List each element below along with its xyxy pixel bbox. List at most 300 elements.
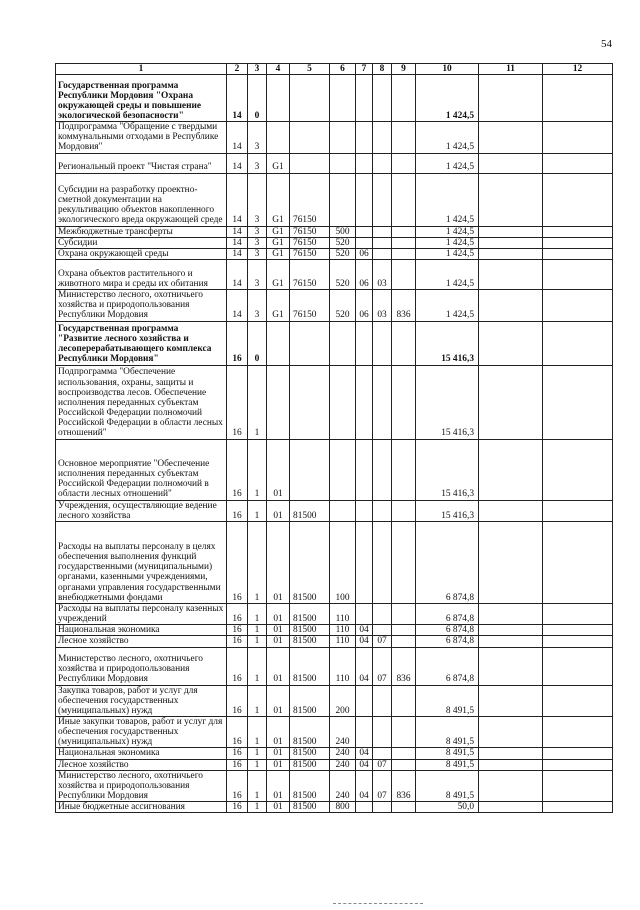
code-3-cell: 1 — [248, 439, 267, 500]
table-row — [56, 365, 613, 439]
code-7-cell: 04 — [356, 636, 373, 647]
code-5-cell: 76150 — [290, 237, 330, 248]
code-9-cell — [392, 248, 416, 259]
code-6-cell: 520 — [330, 290, 356, 321]
code-6-cell: 240 — [330, 759, 356, 770]
table-row — [56, 748, 613, 759]
amount-cell: 8 491,5 — [416, 748, 479, 759]
code-7-cell — [356, 521, 373, 603]
code-6-cell: 520 — [330, 237, 356, 248]
code-4-cell: 01 — [267, 748, 290, 759]
code-7-cell — [356, 321, 373, 365]
amount-cell: 8 491,5 — [416, 759, 479, 770]
code-5-cell: 81500 — [290, 770, 330, 801]
col-11-cell — [479, 75, 543, 122]
table-row — [56, 647, 613, 685]
code-7-cell — [356, 75, 373, 122]
table-row — [56, 237, 613, 248]
code-2-cell: 16 — [227, 365, 248, 439]
code-8-cell: 03 — [373, 290, 392, 321]
header-cell: 3 — [248, 64, 267, 75]
code-3-cell: 1 — [248, 365, 267, 439]
header-cell: 11 — [479, 64, 543, 75]
code-6-cell: 500 — [330, 226, 356, 237]
row-label-cell: Национальная экономика — [56, 625, 227, 636]
row-label-cell: Государственная программа "Развитие лесного хозяйства и лесоперерабатывающего комплекса Республики Мордовия" — [56, 321, 227, 365]
table-row — [56, 321, 613, 365]
code-9-cell — [392, 321, 416, 365]
amount-cell: 8 491,5 — [416, 770, 479, 801]
code-2-cell: 14 — [227, 153, 248, 173]
col-12-cell — [543, 439, 613, 500]
table-body — [56, 75, 613, 813]
col-11-cell — [479, 122, 543, 153]
amount-cell: 8 491,5 — [416, 716, 479, 747]
amount-cell: 1 424,5 — [416, 153, 479, 173]
code-5-cell — [290, 365, 330, 439]
code-9-cell — [392, 521, 416, 603]
code-3-cell: 3 — [248, 248, 267, 259]
code-4-cell — [267, 122, 290, 153]
code-5-cell — [290, 439, 330, 500]
code-5-cell: 81500 — [290, 603, 330, 624]
col-11-cell — [479, 365, 543, 439]
col-11-cell — [479, 521, 543, 603]
code-8-cell — [373, 248, 392, 259]
code-9-cell — [392, 716, 416, 747]
header-cell: 4 — [267, 64, 290, 75]
code-8-cell — [373, 439, 392, 500]
code-6-cell — [330, 439, 356, 500]
amount-cell: 6 874,8 — [416, 603, 479, 624]
table-row — [56, 759, 613, 770]
amount-cell: 15 416,3 — [416, 365, 479, 439]
code-8-cell — [373, 521, 392, 603]
code-6-cell: 800 — [330, 802, 356, 813]
code-2-cell: 16 — [227, 748, 248, 759]
amount-cell: 6 874,8 — [416, 647, 479, 685]
code-9-cell — [392, 759, 416, 770]
code-5-cell: 81500 — [290, 716, 330, 747]
header-cell: 8 — [373, 64, 392, 75]
col-12-cell — [543, 153, 613, 173]
amount-cell: 15 416,3 — [416, 500, 479, 521]
code-8-cell — [373, 122, 392, 153]
table-row — [56, 716, 613, 747]
col-11-cell — [479, 290, 543, 321]
amount-cell: 1 424,5 — [416, 226, 479, 237]
row-label-cell: Охрана объектов растительного и животного мира и среды их обитания — [56, 260, 227, 290]
code-3-cell: 3 — [248, 153, 267, 173]
code-5-cell: 76150 — [290, 290, 330, 321]
col-11-cell — [479, 685, 543, 716]
table-row — [56, 770, 613, 801]
amount-cell: 1 424,5 — [416, 122, 479, 153]
code-5-cell — [290, 75, 330, 122]
code-5-cell: 81500 — [290, 759, 330, 770]
code-6-cell: 520 — [330, 260, 356, 290]
code-3-cell: 1 — [248, 636, 267, 647]
code-7-cell — [356, 122, 373, 153]
code-2-cell: 16 — [227, 647, 248, 685]
code-4-cell: 01 — [267, 521, 290, 603]
code-7-cell — [356, 173, 373, 226]
code-5-cell — [290, 153, 330, 173]
col-11-cell — [479, 248, 543, 259]
table-header-row — [56, 64, 613, 75]
code-5-cell: 81500 — [290, 685, 330, 716]
code-4-cell: 01 — [267, 625, 290, 636]
code-9-cell — [392, 802, 416, 813]
code-9-cell — [392, 365, 416, 439]
code-5-cell: 81500 — [290, 521, 330, 603]
code-7-cell — [356, 226, 373, 237]
code-8-cell — [373, 237, 392, 248]
code-7-cell — [356, 365, 373, 439]
code-9-cell — [392, 748, 416, 759]
code-2-cell: 16 — [227, 759, 248, 770]
code-7-cell — [356, 685, 373, 716]
code-8-cell: 07 — [373, 636, 392, 647]
code-4-cell: G1 — [267, 173, 290, 226]
code-7-cell — [356, 237, 373, 248]
col-12-cell — [543, 500, 613, 521]
code-2-cell: 16 — [227, 802, 248, 813]
code-3-cell: 1 — [248, 770, 267, 801]
code-6-cell — [330, 365, 356, 439]
row-label-cell: Расходы на выплаты персоналу в целях обеспечения выполнения функций государственными (муниципальными) органами, казенными учреждениями, органами управления государственными внебюджетными фондами — [56, 521, 227, 603]
col-12-cell — [543, 173, 613, 226]
col-12-cell — [543, 603, 613, 624]
code-9-cell — [392, 636, 416, 647]
header-cell: 6 — [330, 64, 356, 75]
amount-cell: 1 424,5 — [416, 248, 479, 259]
code-6-cell — [330, 75, 356, 122]
amount-cell: 1 424,5 — [416, 173, 479, 226]
code-2-cell: 16 — [227, 521, 248, 603]
header-cell: 12 — [543, 64, 613, 75]
code-2-cell: 14 — [227, 122, 248, 153]
code-7-cell: 04 — [356, 759, 373, 770]
row-label-cell: Расходы на выплаты персоналу казенных учреждений — [56, 603, 227, 624]
code-8-cell: 07 — [373, 647, 392, 685]
code-6-cell — [330, 321, 356, 365]
row-label-cell: Иные бюджетные ассигнования — [56, 802, 227, 813]
code-8-cell — [373, 603, 392, 624]
code-8-cell — [373, 153, 392, 173]
code-7-cell: 06 — [356, 290, 373, 321]
table-row — [56, 248, 613, 259]
code-2-cell: 14 — [227, 290, 248, 321]
code-2-cell: 14 — [227, 260, 248, 290]
code-3-cell: 3 — [248, 260, 267, 290]
code-5-cell: 76150 — [290, 226, 330, 237]
code-4-cell: G1 — [267, 248, 290, 259]
header-cell: 2 — [227, 64, 248, 75]
code-7-cell — [356, 153, 373, 173]
code-2-cell: 16 — [227, 636, 248, 647]
code-3-cell: 1 — [248, 521, 267, 603]
col-11-cell — [479, 173, 543, 226]
code-9-cell: 836 — [392, 770, 416, 801]
amount-cell: 15 416,3 — [416, 439, 479, 500]
code-3-cell: 0 — [248, 321, 267, 365]
code-9-cell — [392, 439, 416, 500]
code-6-cell: 110 — [330, 603, 356, 624]
col-12-cell — [543, 770, 613, 801]
table-row — [56, 625, 613, 636]
col-11-cell — [479, 603, 543, 624]
code-7-cell — [356, 439, 373, 500]
header-cell: 5 — [290, 64, 330, 75]
code-6-cell — [330, 122, 356, 153]
code-7-cell: 04 — [356, 625, 373, 636]
col-11-cell — [479, 748, 543, 759]
code-5-cell: 81500 — [290, 500, 330, 521]
code-8-cell: 03 — [373, 260, 392, 290]
amount-cell: 8 491,5 — [416, 685, 479, 716]
code-8-cell — [373, 365, 392, 439]
code-4-cell — [267, 321, 290, 365]
code-2-cell: 14 — [227, 173, 248, 226]
table-row — [56, 153, 613, 173]
amount-cell: 1 424,5 — [416, 260, 479, 290]
code-4-cell: G1 — [267, 237, 290, 248]
row-label-cell: Региональный проект "Чистая страна" — [56, 153, 227, 173]
code-2-cell: 14 — [227, 226, 248, 237]
table-row — [56, 122, 613, 153]
row-label-cell: Иные закупки товаров, работ и услуг для обеспечения государственных (муниципальных) нужд — [56, 716, 227, 747]
code-6-cell: 100 — [330, 521, 356, 603]
row-label-cell: Субсидии на разработку проектно-сметной документации на рекультивацию объектов накопленного экологического вреда окружающей среде — [56, 173, 227, 226]
col-11-cell — [479, 321, 543, 365]
amount-cell: 6 874,8 — [416, 521, 479, 603]
col-11-cell — [479, 226, 543, 237]
code-8-cell — [373, 75, 392, 122]
row-label-cell: Охрана окружающей среды — [56, 248, 227, 259]
header-cell: 7 — [356, 64, 373, 75]
col-12-cell — [543, 290, 613, 321]
col-12-cell — [543, 759, 613, 770]
code-9-cell — [392, 237, 416, 248]
code-3-cell: 1 — [248, 748, 267, 759]
col-11-cell — [479, 647, 543, 685]
code-7-cell: 06 — [356, 260, 373, 290]
code-9-cell — [392, 75, 416, 122]
code-4-cell: 01 — [267, 685, 290, 716]
code-8-cell — [373, 226, 392, 237]
code-2-cell: 14 — [227, 237, 248, 248]
table-row — [56, 260, 613, 290]
code-3-cell: 1 — [248, 759, 267, 770]
col-12-cell — [543, 122, 613, 153]
row-label-cell: Подпрограмма "Обращение с твердыми коммунальными отходами в Республике Мордовия" — [56, 122, 227, 153]
code-7-cell — [356, 802, 373, 813]
code-4-cell: 01 — [267, 716, 290, 747]
table-row — [56, 173, 613, 226]
col-12-cell — [543, 625, 613, 636]
code-2-cell: 16 — [227, 439, 248, 500]
code-6-cell: 240 — [330, 748, 356, 759]
amount-cell: 1 424,5 — [416, 290, 479, 321]
code-9-cell — [392, 153, 416, 173]
col-11-cell — [479, 759, 543, 770]
col-11-cell — [479, 439, 543, 500]
code-6-cell: 240 — [330, 716, 356, 747]
code-7-cell — [356, 500, 373, 521]
code-5-cell: 81500 — [290, 636, 330, 647]
col-11-cell — [479, 625, 543, 636]
code-2-cell: 16 — [227, 625, 248, 636]
table-row — [56, 290, 613, 321]
row-label-cell: Министерство лесного, охотничьего хозяйства и природопользования Республики Мордовия — [56, 647, 227, 685]
col-11-cell — [479, 802, 543, 813]
code-7-cell — [356, 603, 373, 624]
code-9-cell — [392, 173, 416, 226]
code-4-cell: G1 — [267, 226, 290, 237]
code-5-cell: 76150 — [290, 173, 330, 226]
code-5-cell: 81500 — [290, 647, 330, 685]
code-6-cell: 110 — [330, 625, 356, 636]
code-3-cell: 1 — [248, 685, 267, 716]
row-label-cell: Национальная экономика — [56, 748, 227, 759]
code-6-cell: 110 — [330, 636, 356, 647]
col-11-cell — [479, 636, 543, 647]
col-12-cell — [543, 636, 613, 647]
row-label-cell: Лесное хозяйство — [56, 636, 227, 647]
table-row — [56, 75, 613, 122]
code-8-cell — [373, 321, 392, 365]
code-2-cell: 14 — [227, 75, 248, 122]
code-8-cell: 07 — [373, 770, 392, 801]
col-12-cell — [543, 521, 613, 603]
code-9-cell — [392, 500, 416, 521]
amount-cell: 6 874,8 — [416, 625, 479, 636]
amount-cell: 1 424,5 — [416, 237, 479, 248]
col-12-cell — [543, 748, 613, 759]
code-7-cell: 04 — [356, 748, 373, 759]
col-11-cell — [479, 716, 543, 747]
header-cell: 10 — [416, 64, 479, 75]
code-2-cell: 16 — [227, 321, 248, 365]
header-cell: 9 — [392, 64, 416, 75]
amount-cell: 6 874,8 — [416, 636, 479, 647]
col-11-cell — [479, 500, 543, 521]
code-8-cell — [373, 685, 392, 716]
code-4-cell: 01 — [267, 647, 290, 685]
code-4-cell: G1 — [267, 260, 290, 290]
code-9-cell — [392, 685, 416, 716]
table-row — [56, 636, 613, 647]
code-4-cell: G1 — [267, 153, 290, 173]
col-11-cell — [479, 153, 543, 173]
col-11-cell — [479, 260, 543, 290]
code-9-cell — [392, 625, 416, 636]
code-4-cell: G1 — [267, 290, 290, 321]
code-4-cell — [267, 75, 290, 122]
code-9-cell — [392, 122, 416, 153]
code-5-cell — [290, 321, 330, 365]
code-6-cell: 110 — [330, 647, 356, 685]
row-label-cell: Межбюджетные трансферты — [56, 226, 227, 237]
table-row — [56, 500, 613, 521]
code-6-cell — [330, 500, 356, 521]
table-row — [56, 603, 613, 624]
code-3-cell: 1 — [248, 500, 267, 521]
row-label-cell: Подпрограмма "Обеспечение использования, охраны, защиты и воспроизводства лесов. Обеспечение исполнения переданных субъектам Российской Федерации полномочий Российской Федерации в области лесных отношений" — [56, 365, 227, 439]
code-7-cell: 04 — [356, 770, 373, 801]
code-8-cell — [373, 748, 392, 759]
code-3-cell: 1 — [248, 647, 267, 685]
col-12-cell — [543, 226, 613, 237]
code-9-cell: 836 — [392, 290, 416, 321]
code-7-cell: 04 — [356, 647, 373, 685]
code-9-cell — [392, 260, 416, 290]
amount-cell: 15 416,3 — [416, 321, 479, 365]
row-label-cell: Основное мероприятие "Обеспечение исполнения переданных субъектам Российской Федерации полномочий в области лесных отношений" — [56, 439, 227, 500]
code-6-cell — [330, 153, 356, 173]
code-5-cell: 76150 — [290, 260, 330, 290]
code-8-cell — [373, 716, 392, 747]
code-2-cell: 16 — [227, 500, 248, 521]
col-12-cell — [543, 237, 613, 248]
code-5-cell: 81500 — [290, 802, 330, 813]
code-4-cell: 01 — [267, 500, 290, 521]
code-2-cell: 14 — [227, 248, 248, 259]
code-3-cell: 1 — [248, 716, 267, 747]
code-4-cell: 01 — [267, 603, 290, 624]
table-row — [56, 685, 613, 716]
row-label-cell: Министерство лесного, охотничьего хозяйства и природопользования Республики Мордовия — [56, 770, 227, 801]
col-12-cell — [543, 716, 613, 747]
code-8-cell — [373, 802, 392, 813]
code-6-cell: 240 — [330, 770, 356, 801]
code-3-cell: 3 — [248, 122, 267, 153]
code-2-cell: 16 — [227, 603, 248, 624]
col-12-cell — [543, 685, 613, 716]
page-number: 54 — [601, 38, 612, 50]
amount-cell: 1 424,5 — [416, 75, 479, 122]
code-4-cell — [267, 365, 290, 439]
code-5-cell: 81500 — [290, 625, 330, 636]
col-11-cell — [479, 770, 543, 801]
code-7-cell: 06 — [356, 248, 373, 259]
code-3-cell: 3 — [248, 226, 267, 237]
table-row — [56, 521, 613, 603]
code-5-cell: 81500 — [290, 748, 330, 759]
col-12-cell — [543, 321, 613, 365]
code-3-cell: 3 — [248, 290, 267, 321]
code-6-cell — [330, 173, 356, 226]
col-11-cell — [479, 237, 543, 248]
header-cell: 1 — [56, 64, 227, 75]
code-3-cell: 3 — [248, 173, 267, 226]
row-label-cell: Учреждения, осуществляющие ведение лесного хозяйства — [56, 500, 227, 521]
col-12-cell — [543, 248, 613, 259]
code-3-cell: 1 — [248, 802, 267, 813]
col-12-cell — [543, 365, 613, 439]
code-3-cell: 1 — [248, 625, 267, 636]
code-4-cell: 01 — [267, 759, 290, 770]
code-9-cell: 836 — [392, 647, 416, 685]
code-8-cell: 07 — [373, 759, 392, 770]
code-5-cell: 76150 — [290, 248, 330, 259]
code-7-cell — [356, 716, 373, 747]
col-12-cell — [543, 75, 613, 122]
row-label-cell: Закупка товаров, работ и услуг для обеспечения государственных (муниципальных) нужд — [56, 685, 227, 716]
code-3-cell: 0 — [248, 75, 267, 122]
col-12-cell — [543, 260, 613, 290]
